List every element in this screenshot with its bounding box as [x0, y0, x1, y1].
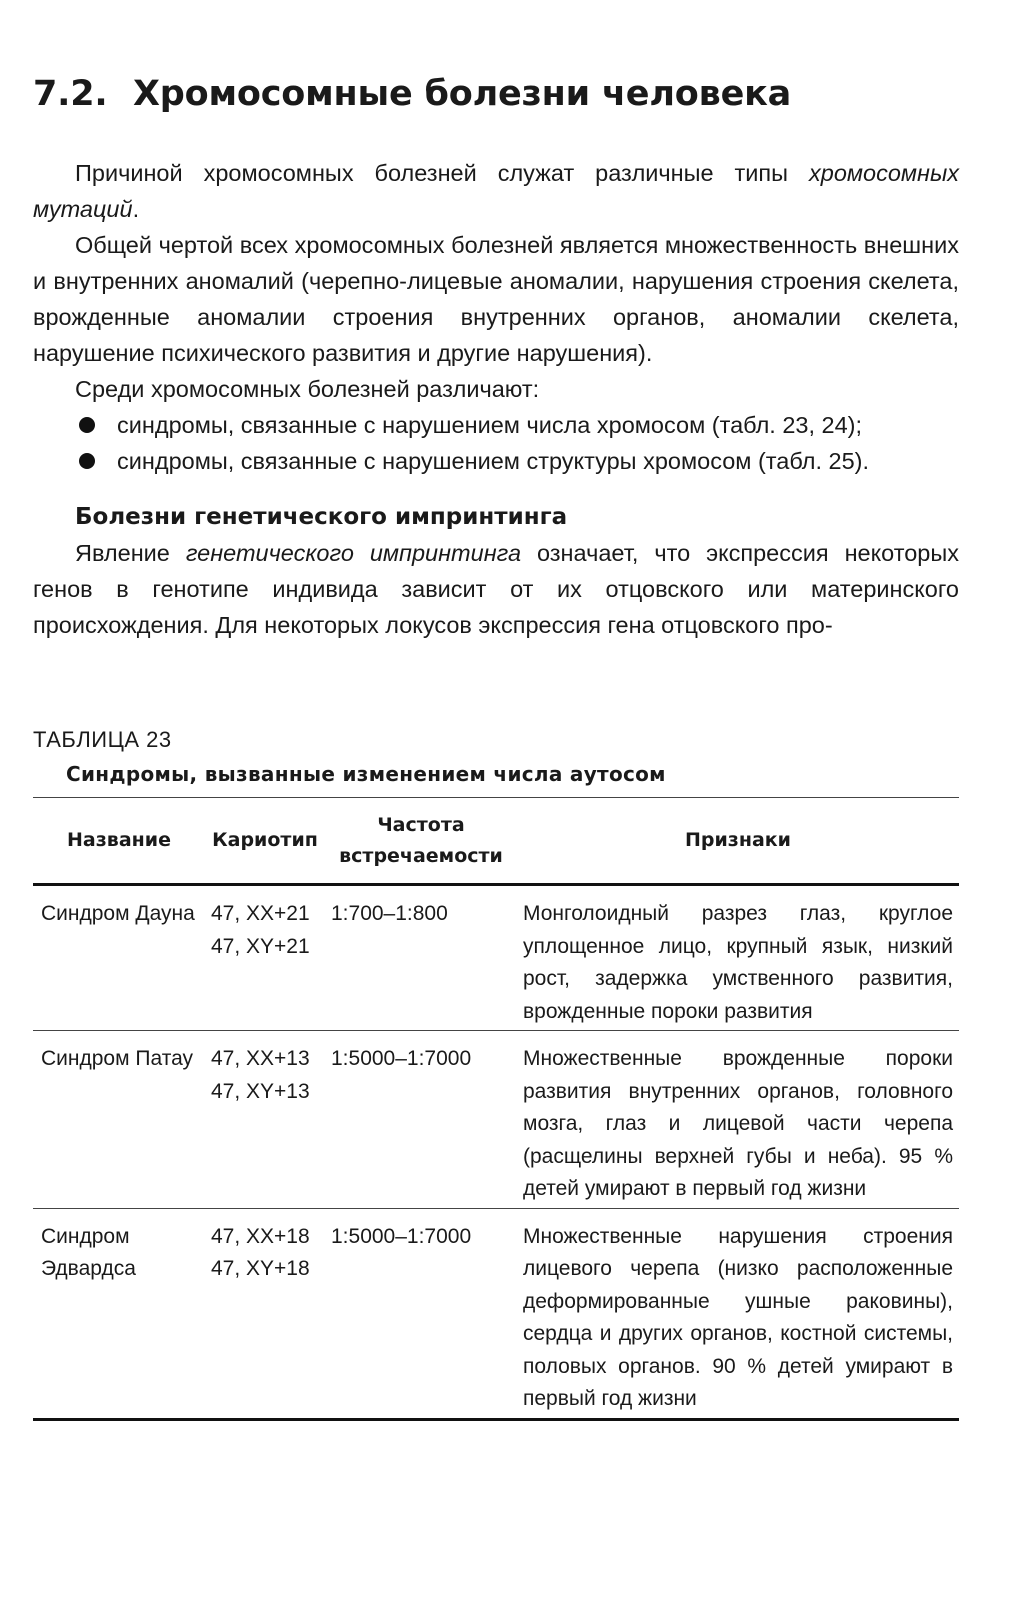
table-row — [33, 1208, 959, 1419]
imprinting-paragraph: Явление генетического импринтинга означает, что экспрессия некоторых генов в генотипе индивида зависит от их отцовского или материнского происхождения. Для некоторых локусов экспрессия гена отцовского про- — [33, 540, 959, 638]
cell-signs: Множественные врожденные пороки развития внутренних органов, головного мозга, глаз и лицевой части черепа (расщелины верхней губы и неба). 95 % детей умирают в первый год жизни — [517, 1031, 959, 1209]
bullet-list — [33, 407, 959, 479]
cell-frequency: 1:5000–1:7000 — [331, 1224, 472, 1248]
list-item: синдромы, связанные с нарушением структуры хромосом (табл. 25). — [33, 443, 959, 479]
italic-term-mutations: хромосомных мутаций — [33, 160, 959, 222]
intro-paragraph-3: Среди хромосомных болезней различают: — [75, 376, 540, 402]
intro-paragraph-1: Причиной хромосомных болезней служат различные типы хромосомных мутаций. — [33, 160, 959, 222]
cell-karyotype: 47, XX+13 47, XY+13 — [205, 1031, 325, 1209]
cell-name: Синдром Дауна — [33, 885, 205, 1031]
subsection-heading: Болезни генетического импринтинга — [75, 504, 568, 530]
cell-frequency: 1:5000–1:7000 — [325, 1031, 517, 1209]
book-page — [33, 0, 959, 1600]
table-header-row — [33, 798, 959, 885]
table-row — [33, 885, 959, 1031]
bullet-dot-icon — [79, 417, 95, 433]
cell-name: Синдром Эдвардса — [41, 1224, 136, 1280]
table-row — [33, 1031, 959, 1209]
intro-paragraph-2: Общей чертой всех хромосомных болезней является множественность внешних и внутренних аномалий (черепно-лицевые аномалии, нарушения строения скелета, врожденные аномалии строения внутренних органов, аномалии скелета, нарушение психического развития и другие нарушения). — [33, 232, 959, 366]
italic-term-imprinting: генетического импринтинга — [185, 540, 522, 566]
section-title-text: Хромосомные болезни человека — [133, 74, 792, 114]
cell-signs: Множественные нарушения строения лицевого черепа (низко расположенные деформированные ушные раковины), сердца и других органов, костной системы, половых органов. 90 % детей умирают в первый год жизни — [523, 1224, 953, 1410]
bullet-dot-icon — [79, 453, 95, 469]
body-text — [33, 155, 959, 643]
cell-signs: Монголоидный разрез глаз, круглое уплощенное лицо, крупный язык, низкий рост, задержка умственного развития, врожденные пороки развития — [517, 885, 959, 1031]
section-number: 7.2. — [33, 74, 108, 114]
cell-frequency: 1:700–1:800 — [325, 885, 517, 1031]
column-header-karyotype: Кариотип — [205, 798, 325, 885]
cell-karyotype: 47, XX+18 47, XY+18 — [211, 1224, 310, 1280]
cell-karyotype: 47, XX+21 47, XY+21 — [205, 885, 325, 1031]
column-header-signs: Признаки — [517, 798, 959, 885]
list-item: синдромы, связанные с нарушением числа хромосом (табл. 23, 24); — [33, 407, 959, 443]
table-caption: Синдромы, вызванные изменением числа аутосом — [66, 762, 666, 786]
column-header-frequency: Частота встречаемости — [325, 798, 517, 885]
syndromes-table — [33, 797, 959, 1421]
section-title — [33, 70, 791, 118]
table-label: ТАБЛИЦА 23 — [33, 727, 172, 752]
column-header-name: Название — [33, 798, 205, 885]
cell-name: Синдром Патау — [33, 1031, 205, 1209]
